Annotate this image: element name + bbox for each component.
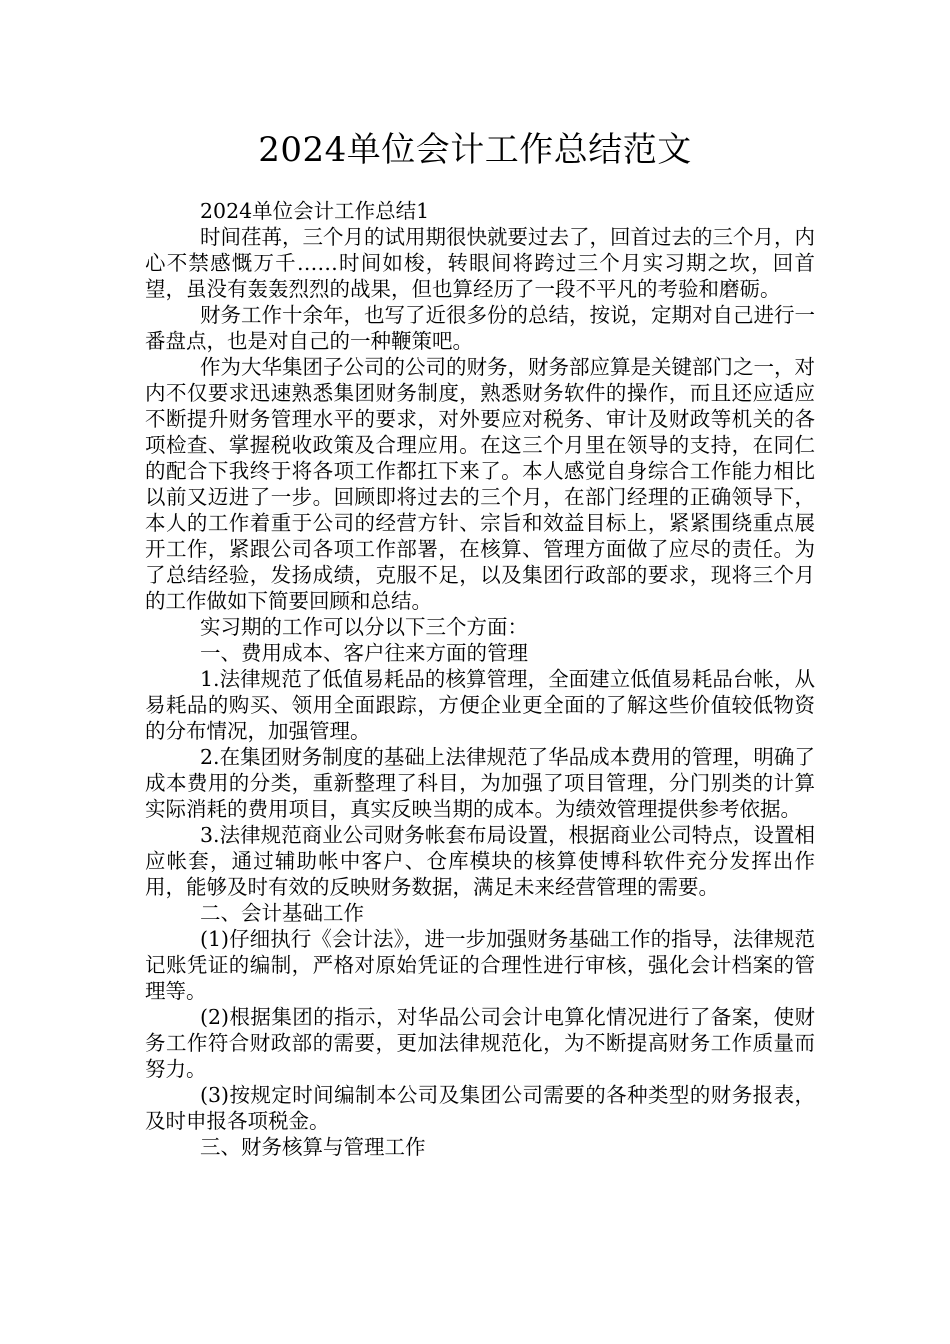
section-heading: 一、费用成本、客户往来方面的管理 <box>200 641 528 665</box>
document-title: 2024单位会计工作总结范文 <box>258 130 692 170</box>
list-item: (1)仔细执行《会计法》，进一步加强财务基础工作的指导，法律规范记账凭证的编制，严格对原始凭证的合理性进行审核，强化会计档案的管理等。 <box>145 927 815 1003</box>
section-heading: 二、会计基础工作 <box>200 901 364 925</box>
list-item: 2.在集团财务制度的基础上法律规范了华品成本费用的管理，明确了成本费用的分类，重新整理了科目，为加强了项目管理，分门别类的计算实际消耗的费用项目，真实反映当期的成本。为绩效管理提供参考依据。 <box>145 745 815 821</box>
list-item: (3)按规定时间编制本公司及集团公司需要的各种类型的财务报表，及时申报各项税金。 <box>145 1083 815 1133</box>
list-item: (2)根据集团的指示，对华品公司会计电算化情况进行了备案，使财务工作符合财政部的需要，更加法律规范化，为不断提高财务工作质量而努力。 <box>145 1005 815 1081</box>
paragraph: 实习期的工作可以分以下三个方面： <box>200 615 528 639</box>
section-heading: 2024单位会计工作总结1 <box>200 199 430 223</box>
paragraph: 作为大华集团子公司的公司的财务，财务部应算是关键部门之一，对内不仅要求迅速熟悉集团财务制度，熟悉财务软件的操作，而且还应适应不断提升财务管理水平的要求，对外要应对税务、审计及财政等机关的各项检查、掌握税收政策及合理应用。在这三个月里在领导的支持，在同仁的配合下我终于将各项工作都扛下来了。本人感觉自身综合工作能力相比以前又迈进了一步。回顾即将过去的三个月，在部门经理的正确领导下，本人的工作着重于公司的经营方针、宗旨和效益目标上，紧紧围绕重点展开工作，紧跟公司各项工作部署，在核算、管理方面做了应尽的责任。为了总结经验，发扬成绩，克服不足，以及集团行政部的要求，现将三个月的工作做如下简要回顾和总结。 <box>145 355 815 613</box>
document-body <box>145 198 815 1160</box>
paragraph: 时间荏苒，三个月的试用期很快就要过去了，回首过去的三个月，内心不禁感慨万千……时间如梭，转眼间将跨过三个月实习期之坎，回首望，虽没有轰轰烈烈的战果，但也算经历了一段不平凡的考验和磨砺。 <box>145 225 815 301</box>
list-item: 3.法律规范商业公司财务帐套布局设置，根据商业公司特点，设置相应帐套，通过辅助帐中客户、仓库模块的核算使博科软件充分发挥出作用，能够及时有效的反映财务数据，满足未来经营管理的需要。 <box>145 823 815 899</box>
list-item: 1.法律规范了低值易耗品的核算管理，全面建立低值易耗品台帐，从易耗品的购买、领用全面跟踪，方便企业更全面的了解这些价值较低物资的分布情况，加强管理。 <box>145 667 815 743</box>
section-heading: 三、财务核算与管理工作 <box>200 1135 426 1159</box>
paragraph: 财务工作十余年，也写了近很多份的总结，按说，定期对自己进行一番盘点，也是对自己的一种鞭策吧。 <box>145 303 815 353</box>
